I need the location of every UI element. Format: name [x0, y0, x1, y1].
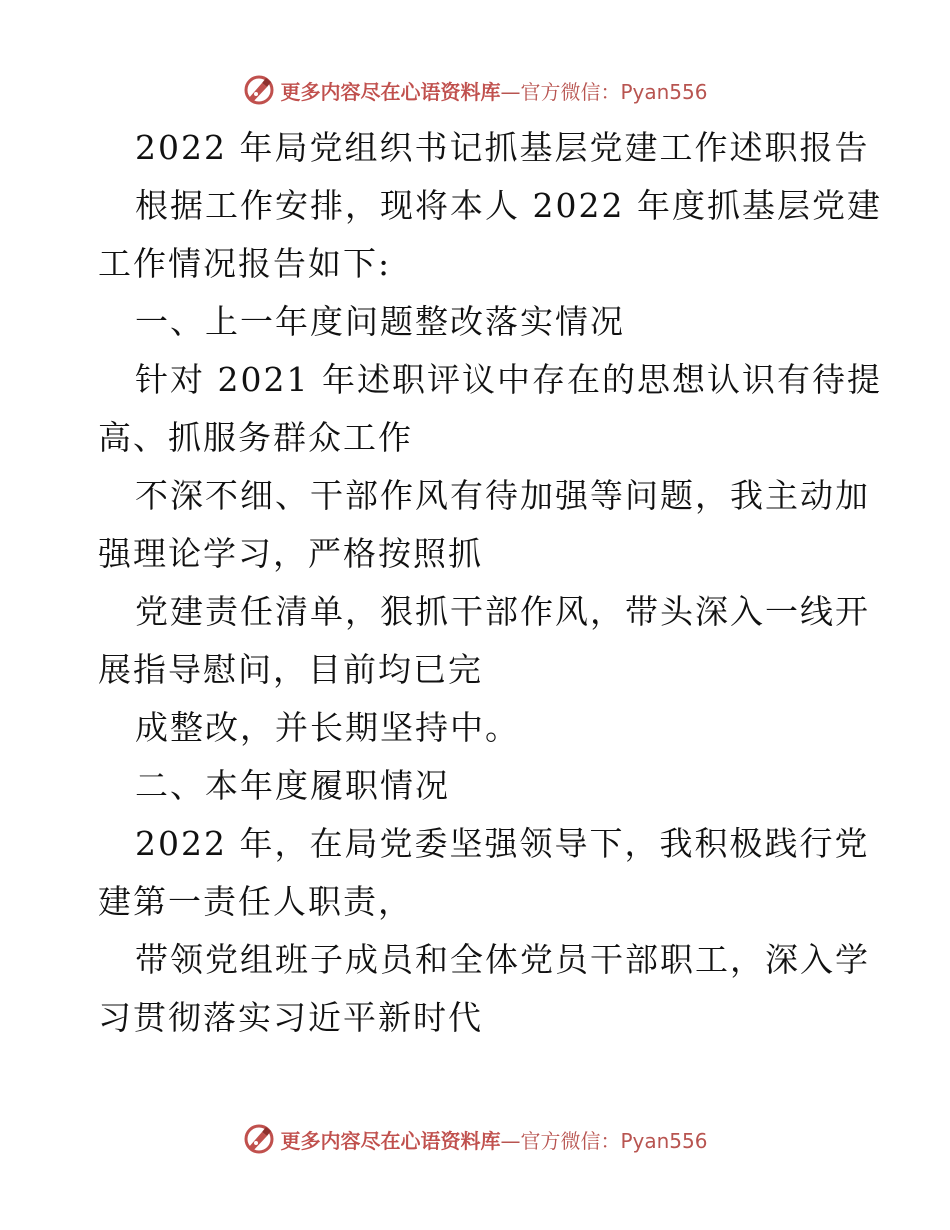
- watermark-main-text: 更多内容尽在心语资料库: [280, 79, 501, 104]
- paragraph-line: 针对 2021 年述职评议中存在的思想认识有待提: [135, 360, 882, 399]
- paragraph-line: 强理论学习，严格按照抓: [98, 534, 483, 573]
- document-title: 2022 年局党组织书记抓基层党建工作述职报告: [135, 128, 870, 167]
- section-heading: 一、上一年度问题整改落实情况: [135, 302, 625, 341]
- watermark-sub-text: —官方微信：Pyan556: [500, 1128, 708, 1153]
- paragraph-line: 建第一责任人职责，: [98, 882, 413, 921]
- paragraph-line: 根据工作安排，现将本人 2022 年度抓基层党建: [135, 186, 882, 225]
- section-heading: 二、本年度履职情况: [135, 766, 450, 805]
- paragraph-line: 2022 年，在局党委坚强领导下，我积极践行党: [135, 824, 870, 863]
- paragraph-line: 成整改，并长期坚持中。: [135, 708, 520, 747]
- watermark-sub-text: —官方微信：Pyan556: [500, 79, 708, 104]
- paragraph-line: 不深不细、干部作风有待加强等问题，我主动加: [135, 476, 870, 515]
- paragraph-line: 党建责任清单，狠抓干部作风，带头深入一线开: [135, 592, 870, 631]
- footer-watermark: [0, 1119, 950, 1159]
- watermark-main-text: 更多内容尽在心语资料库: [280, 1128, 501, 1153]
- paragraph-line: 展指导慰问，目前均已完: [98, 650, 483, 689]
- pen-logo-icon: [242, 1122, 276, 1156]
- pen-logo-icon: [242, 73, 276, 107]
- paragraph-line: 带领党组班子成员和全体党员干部职工，深入学: [135, 940, 870, 979]
- header-watermark: [0, 70, 950, 110]
- paragraph-line: 工作情况报告如下:: [98, 244, 392, 283]
- paragraph-line: 高、抓服务群众工作: [98, 418, 413, 457]
- paragraph-line: 习贯彻落实习近平新时代: [98, 998, 483, 1037]
